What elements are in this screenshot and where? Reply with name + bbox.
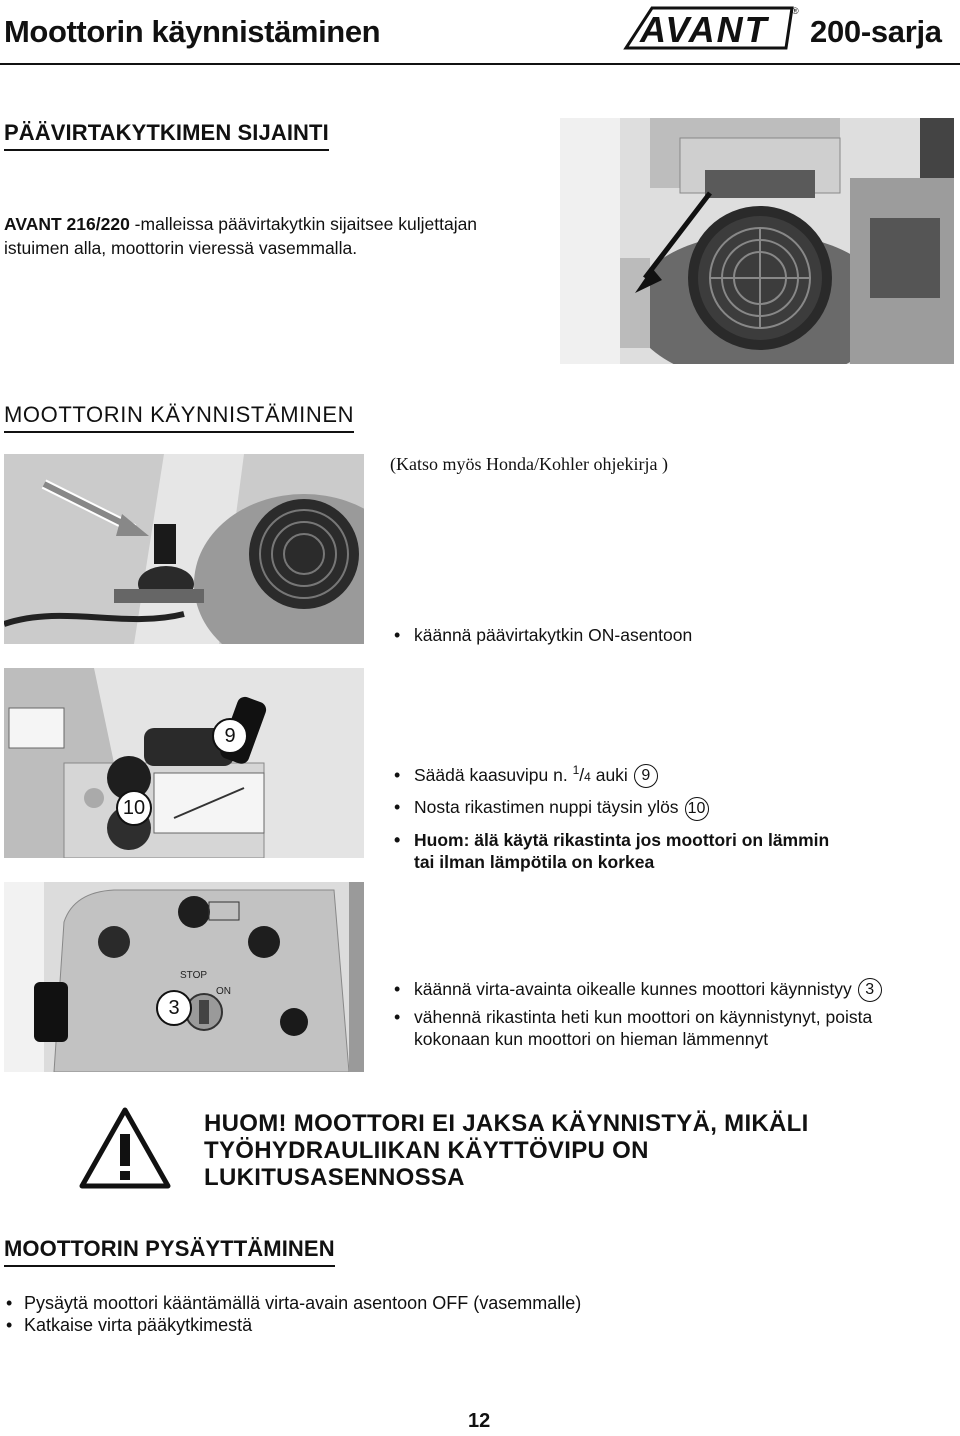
reduce-choke-line-1: • vähennä rikastinta heti kun moottori on käynnistynyt, poista — [414, 1007, 873, 1028]
stop-step-list — [4, 1292, 904, 1336]
throttle-text-end: auki — [590, 765, 628, 785]
engine-compartment-photo — [560, 118, 954, 364]
callout-3: 3 — [156, 990, 192, 1026]
callout-10: 10 — [116, 790, 152, 826]
ref-3: 3 — [858, 978, 882, 1002]
header-divider — [0, 63, 960, 65]
series-label: 200-sarja — [810, 14, 942, 49]
section-heading-engine-start: MOOTTORIN KÄYNNISTÄMINEN — [4, 402, 354, 433]
warning-line-3: LUKITUSASENNOSSA — [204, 1164, 465, 1191]
step-adjust-throttle: • Säädä kaasuvipu n. $^1$/4 auki 9 — [392, 764, 952, 788]
stop-step-2: • Katkaise virta pääkytkimestä — [4, 1314, 904, 1336]
ref-10: 10 — [685, 797, 709, 821]
section-heading-engine-stop: MOOTTORIN PYSÄYTTÄMINEN — [4, 1236, 335, 1267]
svg-text:®: ® — [792, 6, 799, 16]
reduce-choke-line-2: kokonaan kun moottori on hieman lämmennyt — [414, 1029, 769, 1050]
step-choke-up — [392, 796, 952, 820]
svg-text:AVANT: AVANT — [640, 9, 769, 50]
stop-step-1: • Pysäytä moottori kääntämällä virta-avain asentoon OFF (vasemmalle) — [4, 1292, 904, 1314]
choke-text: Nosta rikastimen nuppi täysin ylös — [414, 797, 679, 818]
main-switch-photo — [4, 454, 364, 644]
page-title: Moottorin käynnistäminen — [4, 14, 381, 49]
start-step-list-1 — [392, 624, 952, 646]
ignition-panel-photo — [4, 882, 364, 1072]
panel-on-label: ON — [216, 986, 231, 997]
fraction-numerator: 1 — [572, 763, 580, 777]
step-turn-key — [392, 978, 960, 1002]
warning-triangle-icon — [78, 1106, 172, 1190]
ref-9: 9 — [634, 764, 658, 788]
page-number: 12 — [468, 1410, 491, 1432]
section-heading-main-switch: PÄÄVIRTAKYTKIMEN SIJAINTI — [4, 120, 329, 151]
choke-warning-line-2: tai ilman lämpötila on korkea — [414, 851, 655, 872]
choke-warning-line-1: • Huom: älä käytä rikastinta jos moottori on lämmin — [414, 829, 830, 850]
panel-stop-label: STOP — [180, 970, 208, 981]
description-line-2: istuimen alla, moottorin vieressä vasemmalla. — [4, 238, 358, 258]
warning-line-1: HUOM! MOOTTORI EI JAKSA KÄYNNISTYÄ, MIKÄLI — [204, 1110, 809, 1137]
callout-9: 9 — [212, 718, 248, 754]
start-step-list-2 — [392, 764, 952, 873]
throttle-text: Säädä kaasuvipu n. — [414, 765, 573, 785]
description-line-1: -malleissa päävirtakytkin sijaitsee kuljettajan — [129, 214, 478, 234]
main-switch-description — [4, 212, 564, 260]
fraction-denominator: 4 — [584, 770, 591, 784]
step-choke-warning — [392, 829, 952, 873]
warning-line-2: TYÖHYDRAULIIKAN KÄYTTÖVIPU ON — [204, 1137, 649, 1164]
see-also-note: (Katso myös Honda/Kohler ohjekirja ) — [390, 454, 668, 474]
model-name: AVANT 216/220 — [4, 214, 130, 234]
throttle-choke-photo — [4, 668, 364, 858]
step-main-switch-on: • käännä päävirtakytkin ON-asentoon — [392, 624, 952, 646]
warning-message — [204, 1110, 809, 1191]
start-step-list-3 — [392, 978, 960, 1050]
turn-key-text: käännä virta-avainta oikealle kunnes moottori käynnistyy — [414, 979, 852, 999]
step-reduce-choke — [392, 1006, 960, 1050]
avant-logo — [616, 2, 802, 50]
